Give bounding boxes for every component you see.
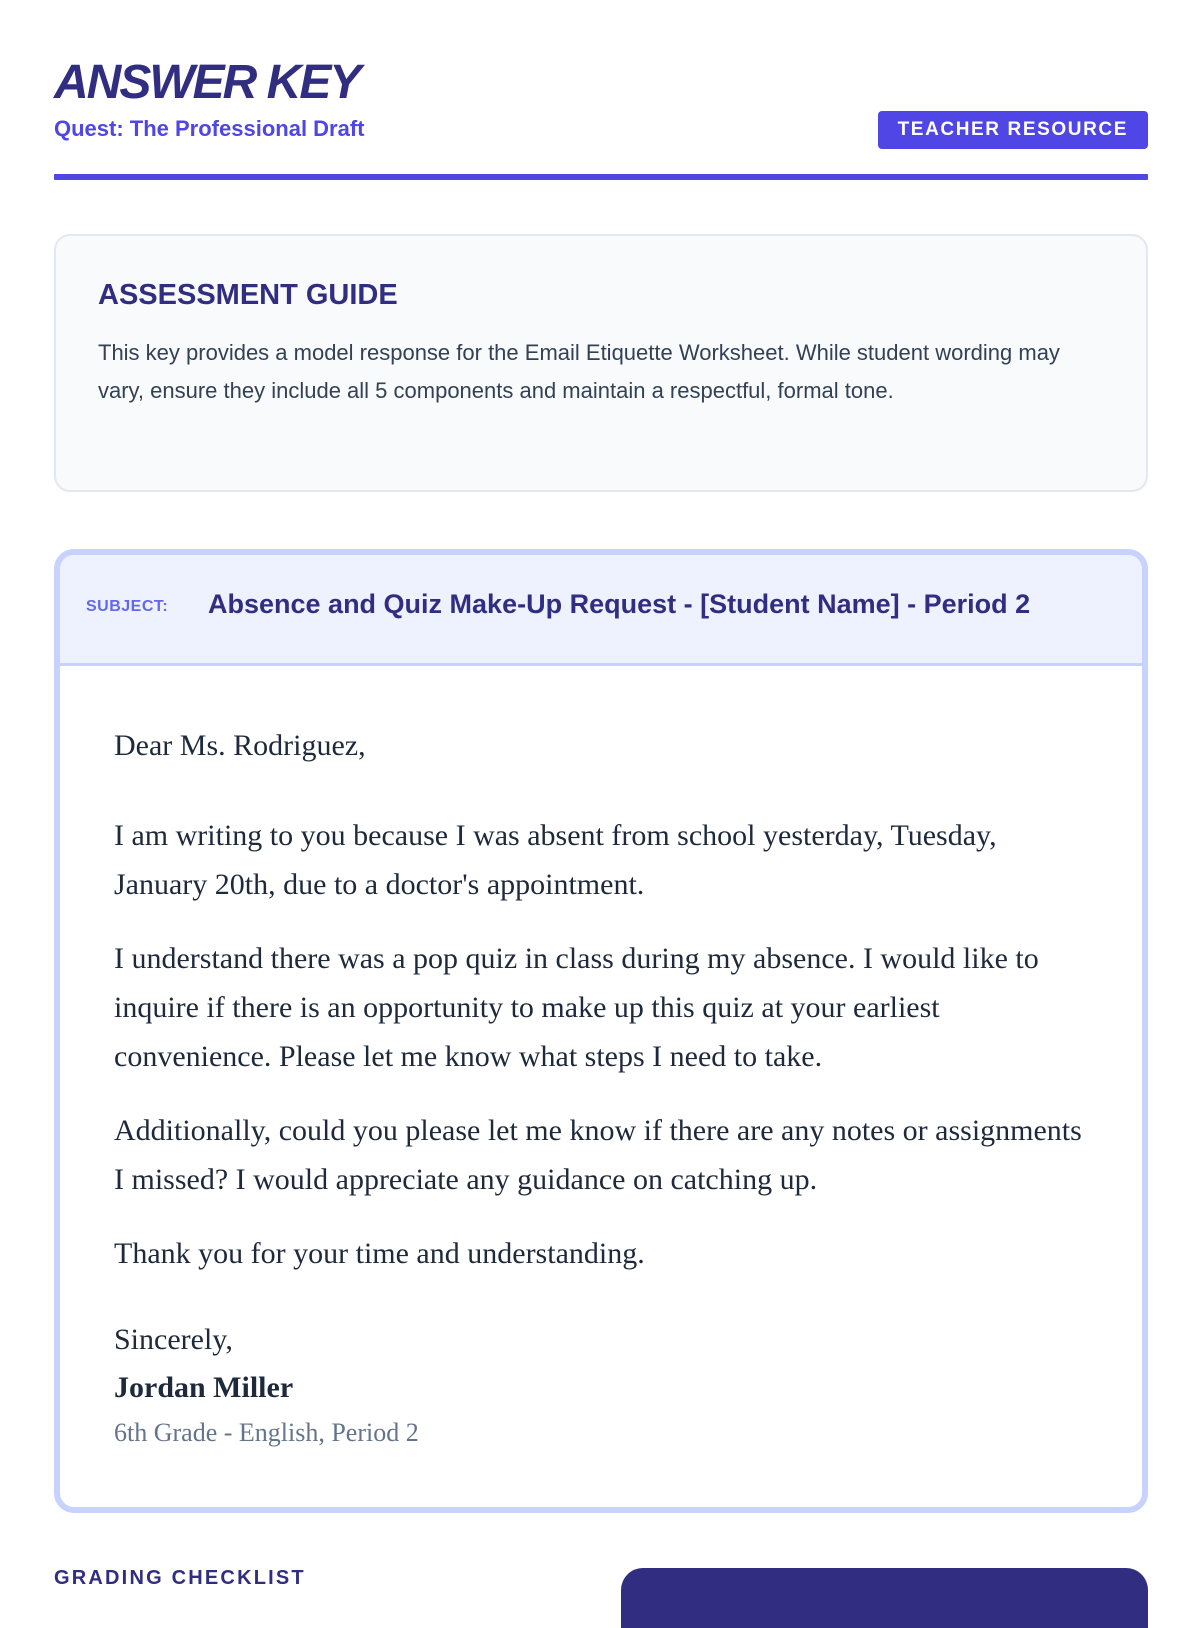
subject-label: SUBJECT:: [86, 598, 169, 615]
email-paragraph: I understand there was a pop quiz in class during my absence. I would like to inquire if there is an opportunity to make up this quiz at your earliest convenience. Please let me know what steps I need to take.: [114, 942, 1039, 1073]
assessment-guide-card: [54, 234, 1148, 492]
email-paragraph: I am writing to you because I was absent from school yesterday, Tuesday, January 20th, due to a doctor's appointment.: [114, 819, 997, 901]
email-body: [114, 666, 1088, 1454]
header-divider: [54, 174, 1148, 180]
page-subtitle: Quest: The Professional Draft: [54, 116, 365, 141]
assessment-guide-text: This key provides a model response for the Email Etiquette Worksheet. While student wording may vary, ensure they include all 5 components and maintain a respectful, formal tone.: [98, 339, 1060, 403]
email-greeting: Dear Ms. Rodriguez,: [114, 729, 366, 762]
page-title: ANSWER KEY: [54, 56, 360, 109]
email-signer-meta: 6th Grade - English, Period 2: [114, 1418, 419, 1447]
teacher-resource-badge: TEACHER RESOURCE: [878, 111, 1148, 149]
email-closing: Sincerely,: [114, 1323, 233, 1356]
email-paragraph: Additionally, could you please let me know if there are any notes or assignments I missed? I would appreciate any guidance on catching up.: [114, 1114, 1082, 1196]
assessment-guide-title: ASSESSMENT GUIDE: [98, 279, 398, 311]
subject-text: Absence and Quiz Make-Up Request - [Student Name] - Period 2: [208, 589, 1031, 619]
grading-checklist-label: GRADING CHECKLIST: [54, 1567, 306, 1589]
email-signer-name: Jordan Miller: [114, 1371, 294, 1404]
rubric-panel: [621, 1568, 1148, 1628]
email-subject-bar: [60, 555, 1142, 666]
email-paragraph: Thank you for your time and understanding.: [114, 1237, 645, 1270]
model-email-card: [54, 549, 1148, 1513]
page-header: [54, 54, 1148, 180]
